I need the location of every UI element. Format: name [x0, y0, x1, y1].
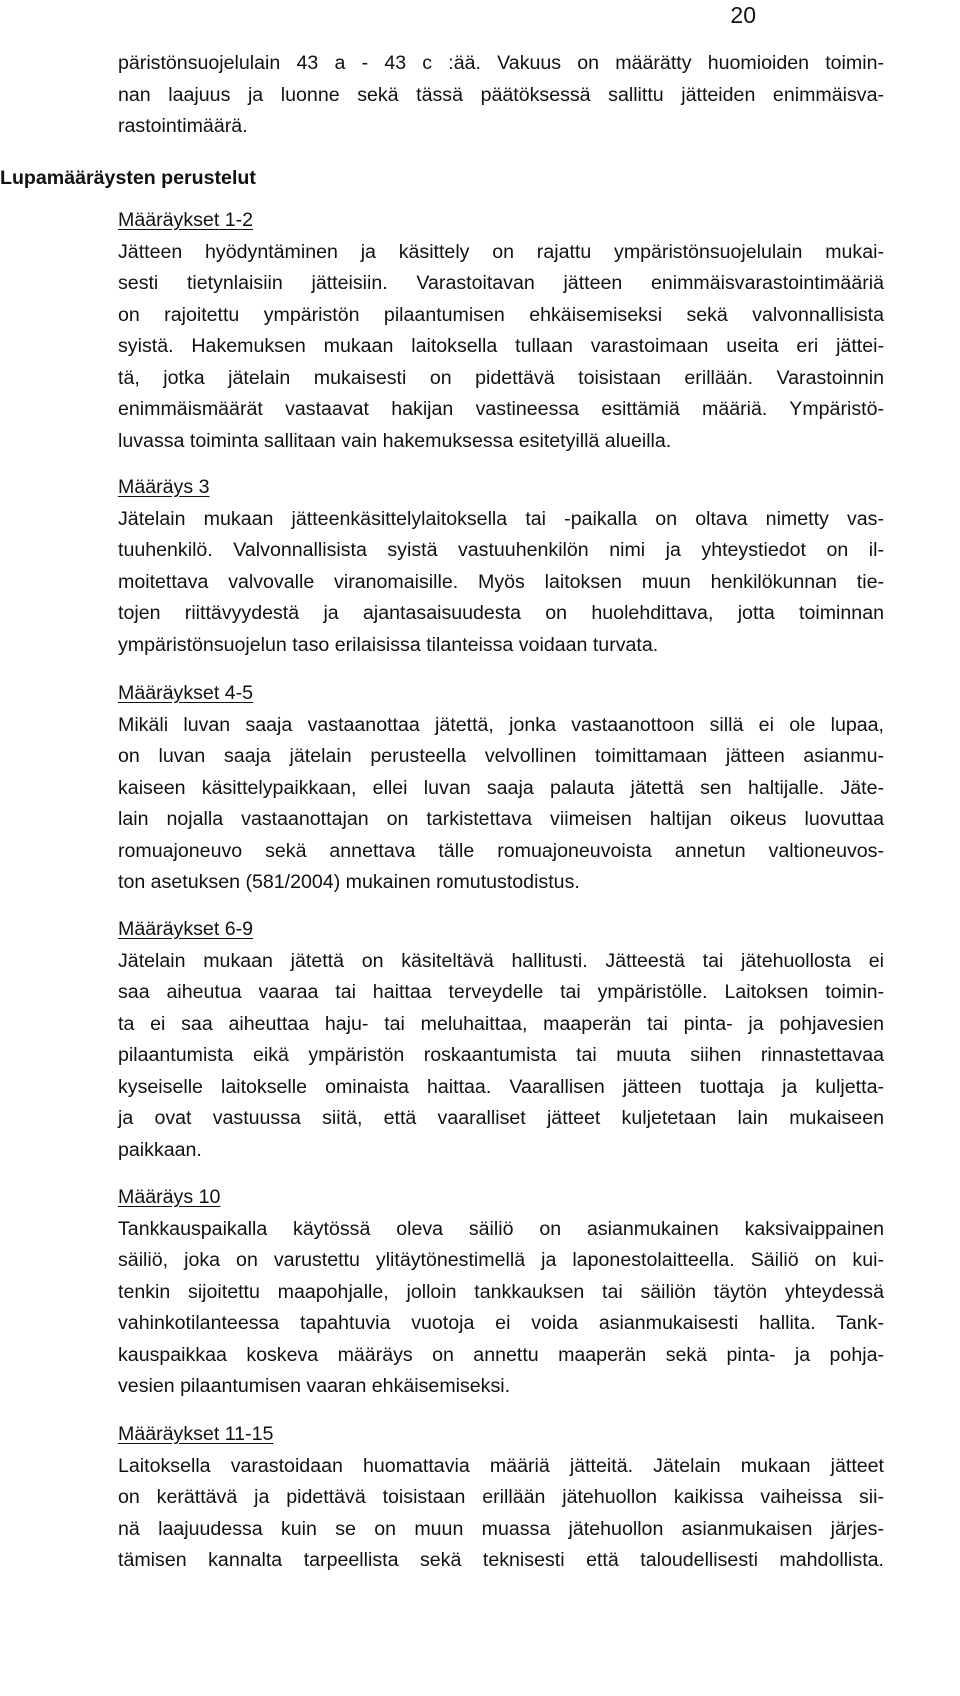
section-title: Määräykset 11-15 [118, 1423, 274, 1445]
text-line: Laitoksella varastoidaan huomattavia määriä jätteitä. Jätelain mukaan jätteet [118, 1454, 884, 1477]
section-maarays-10 [118, 1182, 884, 1403]
text-line: on rajoitettu ympäristön pilaantumisen ehkäisemiseksi sekä valvonnallisista [118, 303, 884, 326]
section-heading: Lupamääräysten perustelut [0, 167, 256, 189]
page-number: 20 [730, 2, 756, 28]
text-line: Tankkauspaikalla käytössä oleva säiliö on asianmukainen kaksivaippainen [118, 1217, 884, 1240]
intro-paragraph [118, 48, 884, 143]
text-line: tuuhenkilö. Valvonnallisista syistä vastuuhenkilön nimi ja yhteystiedot on il- [118, 539, 884, 561]
text-line: saa aiheutua vaaraa tai haittaa terveydelle tai ympäristölle. Laitoksen toimin- [118, 981, 884, 1003]
section-maaraykset-1-2 [118, 205, 884, 457]
text-line: ja ovat vastuussa siitä, että vaaralliset jätteet kuljetetaan lain mukaiseen [118, 1107, 884, 1129]
text-line: Jätteen hyödyntäminen ja käsittely on rajattu ympäristönsuojelulain mukai- [118, 240, 884, 263]
text-line: nä laajuudessa kuin se on muun muassa jätehuollon asianmukaisen järjes- [118, 1517, 884, 1540]
text-line: kyseiselle laitokselle ominaista haittaa. Vaarallisen jätteen tuottaja ja kuljetta- [118, 1075, 884, 1098]
text-line: ton asetuksen (581/2004) mukainen romutustodistus. [118, 871, 580, 893]
text-line: sesti tietynlaisiin jätteisiin. Varastoitavan jätteen enimmäisvarastointimääriä [118, 272, 884, 294]
text-line: Jätelain mukaan jätteenkäsittelylaitoksella tai -paikalla on oltava nimetty vas- [118, 507, 884, 530]
section-title: Määräys 10 [118, 1186, 221, 1208]
text-line: vahinkotilanteessa tapahtuvia vuotoja ei voida asianmukaisesti hallita. Tank- [118, 1312, 884, 1334]
text-line: säiliö, joka on varustettu ylitäytönestimellä ja laponestolaitteella. Säiliö on kui- [118, 1249, 884, 1271]
section-maaraykset-11-15 [118, 1419, 884, 1577]
text-line: moitettava valvovalle viranomaisille. Myös laitoksen muun henkilökunnan tie- [118, 570, 884, 593]
text-line: nan laajuus ja luonne sekä tässä päätöksessä sallittu jätteiden enimmäisva- [118, 83, 884, 106]
section-title: Määräykset 1-2 [118, 209, 254, 231]
text-line: enimmäismäärät vastaavat hakijan vastineessa esittämiä määriä. Ympäristö- [118, 398, 884, 420]
text-line: kauspaikkaa koskeva määräys on annettu maaperän sekä pinta- ja pohja- [118, 1343, 884, 1366]
text-line: lain nojalla vastaanottajan on tarkistettava viimeisen haltijan oikeus luovuttaa [118, 808, 884, 830]
text-line: Mikäli luvan saaja vastaanottaa jätettä, jonka vastaanottoon sillä ei ole lupaa, [118, 713, 884, 736]
text-line: on luvan saaja jätelain perusteella velvollinen toimittamaan jätteen asianmu- [118, 745, 884, 767]
text-line: tämisen kannalta tarpeellista sekä teknisesti että taloudellisesti mahdollista. [118, 1549, 884, 1571]
text-line: tojen riittävyydestä ja ajantasaisuudesta on huolehdittava, jotta toiminnan [118, 602, 884, 624]
text-line: päristönsuojelulain 43 a - 43 c :ää. Vakuus on määrätty huomioiden toimin- [118, 52, 884, 74]
section-title: Määräys 3 [118, 476, 210, 498]
section-maaraykset-4-5 [118, 678, 884, 899]
text-line: paikkaan. [118, 1138, 202, 1161]
text-line: vesien pilaantumisen vaaran ehkäisemiseksi. [118, 1375, 511, 1397]
section-title: Määräykset 4-5 [118, 682, 254, 704]
text-line: on kerättävä ja pidettävä toisistaan erillään jätehuollon kaikissa vaiheissa sii- [118, 1486, 884, 1508]
text-line: rastointimäärä. [118, 115, 248, 137]
section-title: Määräykset 6-9 [118, 918, 254, 940]
section-maarays-3 [118, 472, 884, 661]
text-line: ta ei saa aiheuttaa haju- tai meluhaittaa, maaperän tai pinta- ja pohjavesien [118, 1012, 884, 1035]
text-line: luvassa toiminta sallitaan vain hakemuksessa esitetyillä alueilla. [118, 429, 672, 452]
text-line: tä, jotka jätelain mukaisesti on pidettävä toisistaan erillään. Varastoinnin [118, 366, 884, 389]
text-line: pilaantumista eikä ympäristön roskaantumista tai muuta siihen rinnastettavaa [118, 1044, 884, 1066]
section-maaraykset-6-9 [118, 914, 884, 1166]
text-line: romuajoneuvo sekä annettava tälle romuajoneuvoista annetun valtioneuvos- [118, 839, 884, 862]
text-line: ympäristönsuojelun taso erilaisissa tilanteissa voidaan turvata. [118, 633, 659, 656]
text-line: kaiseen käsittelypaikkaan, ellei luvan saaja palauta jätettä sen haltijalle. Jäte- [118, 776, 884, 799]
text-line: tenkin sijoitettu maapohjalle, jolloin tankkauksen tai säiliön täytön yhteydessä [118, 1280, 884, 1303]
text-line: syistä. Hakemuksen mukaan laitoksella tullaan varastoimaan useita eri jättei- [118, 335, 884, 357]
text-line: Jätelain mukaan jätettä on käsiteltävä hallitusti. Jätteestä tai jätehuollosta ei [118, 949, 884, 972]
